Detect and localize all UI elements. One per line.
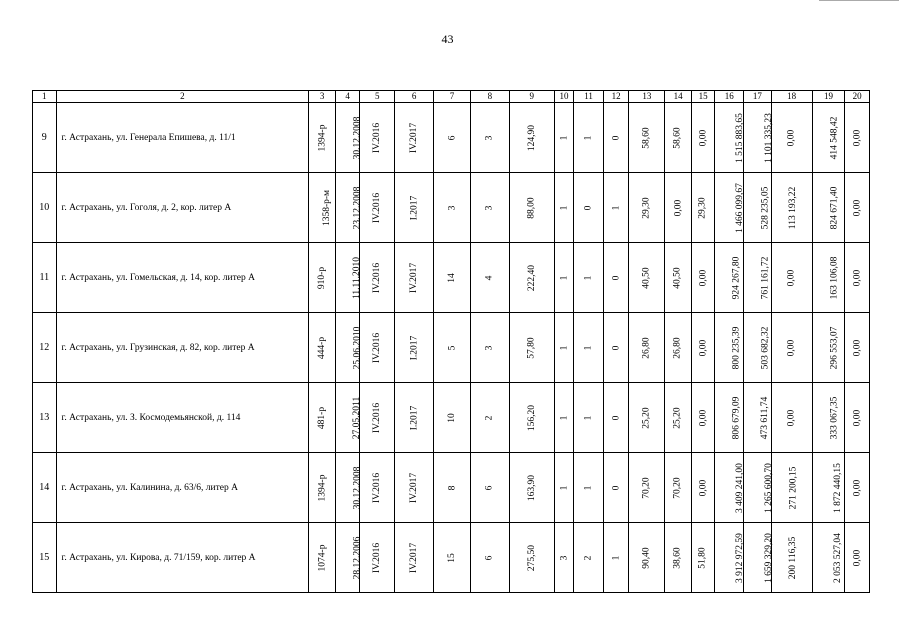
cell-col-4 bbox=[335, 173, 363, 243]
cell-col-5 bbox=[360, 313, 395, 383]
cell-value: 1 bbox=[559, 415, 569, 420]
cell-value: 6 bbox=[484, 485, 495, 490]
cell-value: IV.2017 bbox=[409, 262, 420, 293]
cell-value: 0,00 bbox=[852, 409, 863, 426]
column-header-1: 1 bbox=[33, 91, 57, 103]
cell-col-1: 10 bbox=[33, 173, 57, 243]
cell-value: 3 bbox=[484, 205, 495, 210]
cell-value: 29,30 bbox=[698, 196, 709, 219]
cell-value: 156,20 bbox=[526, 404, 537, 431]
cell-col-5 bbox=[360, 453, 395, 523]
cell-value: 3 bbox=[446, 205, 457, 210]
cell-col-8 bbox=[470, 523, 509, 593]
cell-value: 57,80 bbox=[526, 336, 537, 359]
cell-col-6 bbox=[395, 103, 434, 173]
cell-value: 924 267,80 bbox=[731, 256, 742, 299]
cell-value: 2 bbox=[583, 555, 594, 560]
cell-value: 824 671,40 bbox=[828, 186, 839, 229]
cell-value: 40,50 bbox=[641, 266, 652, 289]
cell-col-13 bbox=[629, 103, 665, 173]
cell-col-9 bbox=[509, 383, 554, 453]
cell-col-19 bbox=[812, 453, 845, 523]
cell-col-4 bbox=[335, 313, 363, 383]
cell-col-3 bbox=[309, 173, 336, 243]
table-row bbox=[33, 103, 870, 173]
cell-col-2: г. Астрахань, ул. Гомельская, д. 14, кор. литер А bbox=[56, 243, 309, 313]
cell-col-6 bbox=[395, 173, 434, 243]
cell-value: 473 611,74 bbox=[760, 396, 771, 439]
cell-value: 503 682,32 bbox=[760, 326, 771, 369]
cell-col-7 bbox=[434, 103, 471, 173]
cell-value: 70,20 bbox=[673, 476, 684, 499]
cell-value: 113 193,22 bbox=[787, 186, 798, 229]
cell-col-19 bbox=[812, 523, 845, 593]
column-header-6: 6 bbox=[395, 91, 434, 103]
cell-col-13 bbox=[629, 313, 665, 383]
column-header-20: 20 bbox=[845, 91, 870, 103]
cell-col-15 bbox=[691, 313, 715, 383]
cell-col-10 bbox=[554, 383, 573, 453]
cell-col-14 bbox=[665, 313, 692, 383]
cell-col-9 bbox=[509, 453, 554, 523]
column-header-14: 14 bbox=[665, 91, 692, 103]
cell-col-6 bbox=[395, 453, 434, 523]
cell-value: 1 659 329,20 bbox=[763, 532, 774, 583]
cell-value: IV.2017 bbox=[409, 472, 420, 503]
cell-col-13 bbox=[629, 243, 665, 313]
cell-value: 1 bbox=[583, 345, 594, 350]
cell-col-20 bbox=[845, 243, 870, 313]
cell-value: 0,00 bbox=[852, 479, 863, 496]
cell-value: I.2017 bbox=[409, 335, 420, 360]
cell-col-10 bbox=[554, 313, 573, 383]
cell-value: 296 553,07 bbox=[828, 326, 839, 369]
cell-col-11 bbox=[574, 523, 604, 593]
cell-value: 444-р bbox=[317, 336, 328, 359]
cell-col-3 bbox=[309, 383, 336, 453]
cell-col-1: 13 bbox=[33, 383, 57, 453]
cell-value: 1394-р bbox=[317, 474, 328, 501]
cell-col-7 bbox=[434, 313, 471, 383]
cell-value: 30.12.2008 bbox=[352, 116, 363, 159]
cell-value: 40,50 bbox=[673, 266, 684, 289]
cell-col-4 bbox=[335, 383, 363, 453]
column-header-7: 7 bbox=[434, 91, 471, 103]
cell-col-9 bbox=[509, 523, 554, 593]
cell-value: 90,40 bbox=[641, 546, 652, 569]
cell-value: 1 bbox=[559, 205, 569, 210]
cell-col-14 bbox=[665, 173, 692, 243]
cell-value: 25.06.2010 bbox=[352, 326, 363, 369]
cell-value: IV.2016 bbox=[372, 472, 383, 503]
cell-col-5 bbox=[360, 243, 395, 313]
cell-col-8 bbox=[470, 173, 509, 243]
cell-value: 3 bbox=[484, 345, 495, 350]
cell-value: 414 548,42 bbox=[828, 116, 839, 159]
cell-col-11 bbox=[574, 453, 604, 523]
cell-col-20 bbox=[845, 523, 870, 593]
cell-col-10 bbox=[554, 173, 573, 243]
cell-col-4 bbox=[335, 453, 363, 523]
cell-value: I.2017 bbox=[409, 405, 420, 430]
cell-value: 2 bbox=[484, 415, 495, 420]
cell-col-17 bbox=[744, 103, 772, 173]
page-number: 43 bbox=[441, 32, 454, 46]
cell-value: 1 bbox=[583, 415, 594, 420]
cell-value: 8 bbox=[446, 485, 457, 490]
cell-col-18 bbox=[771, 523, 812, 593]
cell-col-18 bbox=[771, 173, 812, 243]
cell-value: 1358-р-м bbox=[322, 189, 333, 226]
cell-col-16 bbox=[715, 523, 744, 593]
cell-col-19 bbox=[812, 383, 845, 453]
cell-value: 481-р bbox=[317, 406, 328, 429]
cell-col-17 bbox=[744, 243, 772, 313]
cell-value: 15 bbox=[446, 552, 457, 563]
cell-value: 1074-р bbox=[317, 544, 328, 571]
cell-col-14 bbox=[665, 383, 692, 453]
cell-value: 163 106,08 bbox=[828, 256, 839, 299]
cell-value: 11.11.2010 bbox=[351, 256, 362, 299]
cell-value: 0,00 bbox=[852, 339, 863, 356]
cell-value: 0,00 bbox=[673, 199, 684, 216]
cell-col-18 bbox=[771, 383, 812, 453]
cell-col-16 bbox=[715, 243, 744, 313]
cell-value: 58,60 bbox=[641, 126, 652, 149]
cell-value: 1 bbox=[559, 485, 569, 490]
cell-col-15 bbox=[691, 523, 715, 593]
column-header-10: 10 bbox=[554, 91, 573, 103]
cell-col-12 bbox=[603, 453, 629, 523]
cell-col-3 bbox=[309, 453, 336, 523]
cell-col-16 bbox=[715, 313, 744, 383]
cell-col-5 bbox=[360, 523, 395, 593]
cell-value: 0,00 bbox=[852, 549, 863, 566]
cell-value: 1394-р bbox=[317, 124, 328, 151]
cell-col-20 bbox=[845, 383, 870, 453]
cell-value: 124,90 bbox=[526, 124, 537, 151]
cell-value: 0,00 bbox=[786, 409, 797, 426]
cell-col-18 bbox=[771, 453, 812, 523]
cell-col-1: 14 bbox=[33, 453, 57, 523]
cell-value: 1 101 335,23 bbox=[763, 112, 774, 163]
cell-col-13 bbox=[629, 453, 665, 523]
cell-col-9 bbox=[509, 173, 554, 243]
cell-col-11 bbox=[574, 173, 604, 243]
cell-value: 14 bbox=[446, 272, 457, 283]
cell-col-11 bbox=[574, 383, 604, 453]
cell-col-3 bbox=[309, 523, 336, 593]
cell-col-7 bbox=[434, 243, 471, 313]
cell-value: 271 200,15 bbox=[788, 466, 799, 509]
cell-value: 1 bbox=[611, 205, 622, 210]
housing-register-table bbox=[32, 90, 870, 593]
cell-col-4 bbox=[335, 243, 360, 313]
cell-col-9 bbox=[509, 313, 554, 383]
cell-col-5 bbox=[360, 173, 395, 243]
cell-value: IV.2016 bbox=[372, 262, 383, 293]
cell-value: 70,20 bbox=[641, 476, 652, 499]
table-row bbox=[33, 173, 870, 243]
cell-col-9 bbox=[509, 103, 554, 173]
cell-value: 761 161,72 bbox=[760, 256, 771, 299]
cell-value: 26,80 bbox=[641, 336, 652, 359]
cell-col-10 bbox=[554, 103, 573, 173]
cell-value: 26,80 bbox=[673, 336, 684, 359]
cell-col-19 bbox=[812, 103, 845, 173]
cell-col-2: г. Астрахань, ул. Генерала Епишева, д. 11/1 bbox=[56, 103, 309, 173]
column-header-11: 11 bbox=[574, 91, 604, 103]
table-body bbox=[33, 103, 870, 593]
cell-value: 800 235,39 bbox=[731, 326, 742, 369]
table-row bbox=[33, 313, 870, 383]
cell-value: IV.2016 bbox=[372, 402, 383, 433]
cell-col-13 bbox=[629, 523, 665, 593]
header-row bbox=[33, 91, 870, 103]
cell-value: 38,60 bbox=[673, 546, 684, 569]
cell-value: 2 053 527,04 bbox=[832, 532, 843, 583]
cell-col-11 bbox=[574, 243, 604, 313]
cell-col-12 bbox=[603, 313, 629, 383]
cell-col-6 bbox=[395, 383, 434, 453]
cell-col-11 bbox=[574, 103, 604, 173]
cell-value: 1 bbox=[611, 555, 622, 560]
cell-value: 528 235,05 bbox=[760, 186, 771, 229]
cell-value: 0 bbox=[611, 485, 622, 490]
cell-col-5 bbox=[360, 103, 395, 173]
cell-col-10 bbox=[554, 523, 573, 593]
cell-col-1: 11 bbox=[33, 243, 57, 313]
cell-col-6 bbox=[395, 313, 434, 383]
cell-value: 0 bbox=[611, 345, 622, 350]
cell-col-2: г. Астрахань, ул. Гоголя, д. 2, кор. литер А bbox=[56, 173, 309, 243]
cell-value: 0,00 bbox=[786, 129, 797, 146]
cell-col-15 bbox=[691, 243, 715, 313]
cell-value: 1 bbox=[583, 485, 594, 490]
cell-col-19 bbox=[812, 243, 845, 313]
cell-col-4 bbox=[335, 103, 363, 173]
cell-value: 200 116,35 bbox=[787, 536, 798, 579]
cell-col-14 bbox=[665, 523, 692, 593]
cell-value: 0,00 bbox=[852, 269, 863, 286]
cell-value: 910-р bbox=[317, 266, 328, 289]
cell-value: 51,80 bbox=[698, 546, 709, 569]
cell-col-12 bbox=[603, 243, 629, 313]
cell-col-3 bbox=[309, 103, 336, 173]
cell-value: 1 265 600,70 bbox=[763, 462, 774, 513]
cell-value: 6 bbox=[484, 555, 495, 560]
cell-value: 4 bbox=[484, 275, 495, 280]
cell-col-12 bbox=[603, 383, 629, 453]
column-header-17: 17 bbox=[744, 91, 772, 103]
cell-col-20 bbox=[845, 313, 870, 383]
cell-col-13 bbox=[629, 173, 665, 243]
cell-value: 0,00 bbox=[698, 479, 709, 496]
cell-col-4 bbox=[335, 523, 363, 593]
cell-value: 0,00 bbox=[698, 269, 709, 286]
cell-col-8 bbox=[470, 103, 509, 173]
cell-col-1: 12 bbox=[33, 313, 57, 383]
cell-value: 27.05.2011 bbox=[352, 396, 363, 439]
column-header-19: 19 bbox=[812, 91, 845, 103]
column-header-8: 8 bbox=[470, 91, 509, 103]
cell-value: 1 bbox=[583, 275, 594, 280]
cell-value: 275,50 bbox=[526, 544, 537, 571]
cell-col-15 bbox=[691, 173, 715, 243]
cell-value: 0,00 bbox=[786, 339, 797, 356]
scan-edge-mark bbox=[819, 0, 899, 4]
table-row bbox=[33, 453, 870, 523]
cell-col-18 bbox=[771, 243, 812, 313]
cell-value: 0 bbox=[583, 205, 594, 210]
cell-col-1: 15 bbox=[33, 523, 57, 593]
cell-col-16 bbox=[715, 453, 744, 523]
cell-col-17 bbox=[744, 453, 772, 523]
cell-col-2: г. Астрахань, ул. Грузинская, д. 82, кор. литер А bbox=[56, 313, 309, 383]
cell-col-11 bbox=[574, 313, 604, 383]
cell-col-15 bbox=[691, 103, 715, 173]
cell-col-19 bbox=[812, 173, 845, 243]
cell-value: IV.2016 bbox=[372, 122, 383, 153]
cell-value: 23.12.2008 bbox=[352, 186, 363, 229]
cell-value: 30.12.2008 bbox=[352, 466, 363, 509]
cell-col-17 bbox=[744, 313, 772, 383]
cell-col-5 bbox=[360, 383, 395, 453]
cell-col-9 bbox=[509, 243, 554, 313]
cell-value: 333 067,35 bbox=[828, 396, 839, 439]
cell-col-13 bbox=[629, 383, 665, 453]
column-header-9: 9 bbox=[509, 91, 554, 103]
cell-value: 1 bbox=[559, 345, 569, 350]
cell-value: 29,30 bbox=[641, 196, 652, 219]
cell-value: 0 bbox=[611, 135, 622, 140]
cell-col-3 bbox=[309, 243, 336, 313]
cell-value: IV.2017 bbox=[409, 542, 420, 573]
cell-value: 0 bbox=[611, 415, 622, 420]
cell-value: IV.2016 bbox=[372, 542, 383, 573]
cell-value: 0,00 bbox=[698, 339, 709, 356]
cell-col-14 bbox=[665, 103, 692, 173]
cell-value: 0,00 bbox=[698, 129, 709, 146]
cell-value: 58,60 bbox=[673, 126, 684, 149]
cell-value: 88,00 bbox=[526, 196, 537, 219]
cell-value: 28.12.2006 bbox=[352, 536, 363, 579]
cell-value: 1 bbox=[559, 135, 569, 140]
cell-col-15 bbox=[691, 383, 715, 453]
column-header-5: 5 bbox=[360, 91, 395, 103]
cell-col-14 bbox=[665, 453, 692, 523]
cell-value: IV.2016 bbox=[372, 332, 383, 363]
cell-col-16 bbox=[715, 103, 744, 173]
cell-value: 1 515 883,65 bbox=[735, 112, 746, 163]
column-header-18: 18 bbox=[771, 91, 812, 103]
cell-col-2: г. Астрахань, ул. Кирова, д. 71/159, кор. литер А bbox=[56, 523, 309, 593]
cell-value: 0 bbox=[611, 275, 622, 280]
cell-col-2: г. Астрахань, ул. З. Космодемьянской, д. 114 bbox=[56, 383, 309, 453]
cell-value: 1 bbox=[559, 275, 569, 280]
column-header-16: 16 bbox=[715, 91, 744, 103]
cell-value: I.2017 bbox=[409, 195, 420, 220]
column-header-12: 12 bbox=[603, 91, 629, 103]
cell-value: 10 bbox=[446, 412, 457, 423]
column-header-3: 3 bbox=[309, 91, 336, 103]
cell-col-20 bbox=[845, 103, 870, 173]
column-header-15: 15 bbox=[691, 91, 715, 103]
cell-col-15 bbox=[691, 453, 715, 523]
cell-value: 3 bbox=[484, 135, 495, 140]
cell-value: IV.2016 bbox=[372, 192, 383, 223]
cell-col-19 bbox=[812, 313, 845, 383]
cell-value: 5 bbox=[446, 345, 457, 350]
cell-col-12 bbox=[603, 103, 629, 173]
cell-col-7 bbox=[434, 523, 471, 593]
cell-col-12 bbox=[603, 173, 629, 243]
cell-col-7 bbox=[434, 453, 471, 523]
cell-col-1: 9 bbox=[33, 103, 57, 173]
column-header-2: 2 bbox=[56, 91, 309, 103]
table-row bbox=[33, 243, 870, 313]
cell-value: IV.2017 bbox=[409, 122, 420, 153]
table-row bbox=[33, 383, 870, 453]
cell-col-7 bbox=[434, 383, 471, 453]
cell-col-14 bbox=[665, 243, 692, 313]
cell-col-17 bbox=[744, 383, 772, 453]
cell-value: 1 466 099,67 bbox=[735, 182, 746, 233]
cell-value: 25,20 bbox=[641, 406, 652, 429]
cell-col-8 bbox=[470, 453, 509, 523]
table-row bbox=[33, 523, 870, 593]
cell-col-18 bbox=[771, 103, 812, 173]
cell-col-8 bbox=[470, 383, 509, 453]
cell-value: 0,00 bbox=[852, 129, 863, 146]
cell-col-8 bbox=[470, 313, 509, 383]
cell-value: 222,40 bbox=[526, 264, 537, 291]
cell-value: 0,00 bbox=[852, 199, 863, 216]
cell-value: 163,90 bbox=[526, 474, 537, 501]
cell-col-16 bbox=[715, 383, 744, 453]
cell-col-12 bbox=[603, 523, 629, 593]
cell-col-7 bbox=[434, 173, 471, 243]
cell-col-18 bbox=[771, 313, 812, 383]
cell-value: 1 872 440,15 bbox=[832, 462, 843, 513]
cell-col-17 bbox=[744, 523, 772, 593]
cell-col-6 bbox=[395, 243, 434, 313]
cell-value: 0,00 bbox=[786, 269, 797, 286]
cell-col-6 bbox=[395, 523, 434, 593]
cell-value: 3 912 972,59 bbox=[735, 532, 746, 583]
cell-col-2: г. Астрахань, ул. Калинина, д. 63/6, литер А bbox=[56, 453, 309, 523]
cell-value: 25,20 bbox=[673, 406, 684, 429]
cell-value: 6 bbox=[446, 135, 457, 140]
cell-col-10 bbox=[554, 453, 573, 523]
cell-col-20 bbox=[845, 453, 870, 523]
cell-col-16 bbox=[715, 173, 744, 243]
cell-col-10 bbox=[554, 243, 573, 313]
cell-col-20 bbox=[845, 173, 870, 243]
column-header-4: 4 bbox=[335, 91, 360, 103]
cell-col-3 bbox=[309, 313, 336, 383]
cell-value: 3 bbox=[559, 555, 569, 560]
cell-value: 1 bbox=[583, 135, 594, 140]
cell-value: 806 679,09 bbox=[731, 396, 742, 439]
cell-value: 3 409 241,00 bbox=[735, 462, 746, 513]
column-header-13: 13 bbox=[629, 91, 665, 103]
cell-col-17 bbox=[744, 173, 772, 243]
cell-value: 0,00 bbox=[698, 409, 709, 426]
cell-col-8 bbox=[470, 243, 509, 313]
